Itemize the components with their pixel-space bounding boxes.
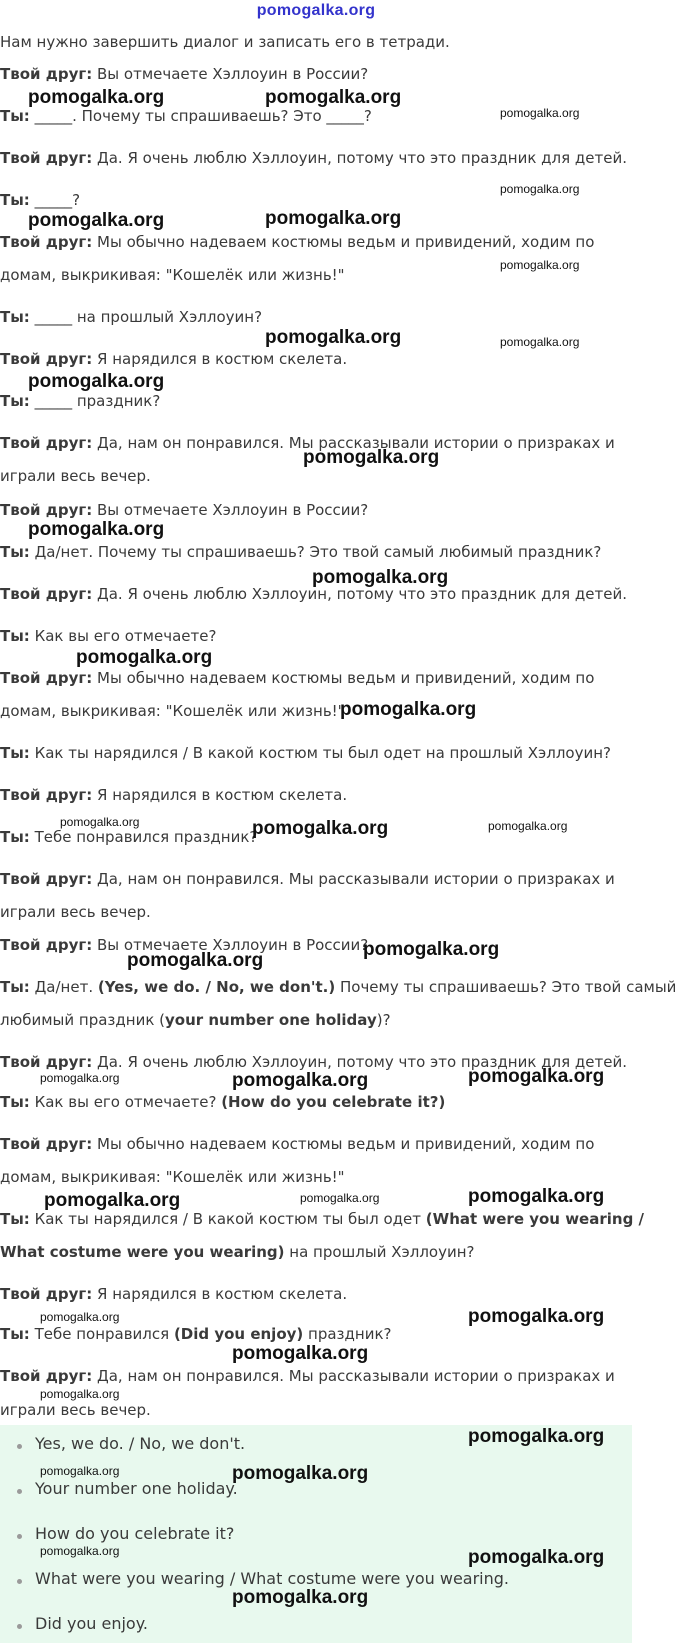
watermark: pomogalka.org	[500, 106, 580, 120]
line-text: Тебе понравился	[34, 1325, 174, 1343]
speaker-friend: Твой друг:	[0, 1053, 93, 1071]
dialog2-line-cont: домам, выкрикивая: "Кошелёк или жизнь!"	[0, 702, 345, 720]
bullet-dot	[17, 1444, 22, 1449]
dialog1-line-cont: играли весь вечер.	[0, 467, 151, 485]
line-text: Вы отмечаете Хэллоуин в России?	[97, 936, 369, 954]
watermark: pomogalka.org	[127, 950, 264, 971]
english-hint: What costume were you wearing)	[0, 1243, 285, 1261]
speaker-you: Ты:	[0, 191, 30, 209]
dialog2-line	[0, 785, 347, 805]
watermark: pomogalka.org	[303, 447, 440, 468]
dialog1-line	[0, 190, 80, 210]
speaker-friend: Твой друг:	[0, 1285, 93, 1303]
dialog2-line	[0, 668, 594, 688]
speaker-you: Ты:	[0, 1325, 30, 1343]
line-text: Мы обычно надеваем костюмы ведьм и привидений, ходим по	[97, 1135, 595, 1153]
dialog3-line	[0, 1366, 615, 1386]
english-hint: (Did you enjoy)	[173, 1325, 304, 1343]
line-text: _____?	[34, 191, 81, 209]
site-header[interactable]: pomogalka.org	[256, 2, 376, 19]
speaker-you: Ты:	[0, 308, 30, 326]
speaker-you: Ты:	[0, 543, 30, 561]
watermark: pomogalka.org	[265, 327, 402, 348]
line-text: Вы отмечаете Хэллоуин в России?	[97, 65, 369, 83]
watermark: pomogalka.org	[28, 371, 165, 392]
speaker-friend: Твой друг:	[0, 1135, 93, 1153]
watermark: pomogalka.org	[468, 1066, 605, 1087]
line-text: праздник?	[303, 1325, 392, 1343]
line-text: Да, нам он понравился. Мы рассказывали истории о призраках и	[97, 434, 615, 452]
line-text: Мы обычно надеваем костюмы ведьм и привидений, ходим по	[97, 233, 595, 251]
line-text: _____. Почему ты спрашиваешь? Это _____?	[34, 107, 372, 125]
watermark: pomogalka.org	[232, 1463, 369, 1484]
english-hint: (Yes, we do. / No, we don't.)	[97, 978, 336, 996]
dialog3-line	[0, 1284, 347, 1304]
dialog3-line	[0, 1092, 445, 1112]
watermark: pomogalka.org	[340, 699, 477, 720]
line-text: Мы обычно надеваем костюмы ведьм и привидений, ходим по	[97, 669, 595, 687]
answer-item: Your number one holiday.	[35, 1479, 238, 1498]
watermark: pomogalka.org	[488, 819, 568, 833]
speaker-friend: Твой друг:	[0, 585, 93, 603]
dialog1-line	[0, 106, 372, 126]
watermark: pomogalka.org	[232, 1587, 369, 1608]
speaker-friend: Твой друг:	[0, 870, 93, 888]
line-text: Как вы его отмечаете?	[34, 1093, 222, 1111]
english-hint: (How do you celebrate it?)	[221, 1093, 446, 1111]
dialog1-line	[0, 64, 368, 84]
watermark: pomogalka.org	[500, 182, 580, 196]
dialog2-line	[0, 542, 601, 562]
bullet-dot	[17, 1624, 22, 1629]
line-text: Да. Я очень люблю Хэллоуин, потому что это праздник для детей.	[97, 1053, 628, 1071]
watermark: pomogalka.org	[363, 939, 500, 960]
dialog3-line-cont: домам, выкрикивая: "Кошелёк или жизнь!"	[0, 1168, 345, 1186]
line-text: Как ты нарядился / В какой костюм ты был одет на прошлый Хэллоуин?	[34, 744, 611, 762]
watermark: pomogalka.org	[40, 1544, 120, 1558]
answer-item: Yes, we do. / No, we don't.	[35, 1434, 246, 1453]
intro-text: Нам нужно завершить диалог и записать его в тетради.	[0, 33, 450, 51]
watermark: pomogalka.org	[232, 1070, 369, 1091]
line-text: любимый праздник (	[0, 1011, 165, 1029]
dialog3-line-cont: играли весь вечер.	[0, 1401, 151, 1419]
watermark: pomogalka.org	[40, 1387, 120, 1401]
watermark: pomogalka.org	[60, 815, 140, 829]
dialog2-line	[0, 500, 368, 520]
dialog2-line	[0, 869, 615, 889]
bullet-dot	[17, 1489, 22, 1494]
speaker-friend: Твой друг:	[0, 669, 93, 687]
watermark: pomogalka.org	[44, 1190, 181, 1211]
watermark: pomogalka.org	[300, 1191, 380, 1205]
speaker-you: Ты:	[0, 744, 30, 762]
watermark: pomogalka.org	[468, 1186, 605, 1207]
watermark: pomogalka.org	[28, 519, 165, 540]
dialog1-line-cont: домам, выкрикивая: "Кошелёк или жизнь!"	[0, 266, 345, 284]
dialog2-line	[0, 626, 216, 646]
bullet-dot	[17, 1579, 22, 1584]
watermark: pomogalka.org	[468, 1306, 605, 1327]
speaker-friend: Твой друг:	[0, 501, 93, 519]
line-text: Да. Я очень люблю Хэллоуин, потому что это праздник для детей.	[97, 149, 628, 167]
line-text: Почему ты спрашиваешь? Это твой самый	[335, 978, 676, 996]
watermark: pomogalka.org	[500, 335, 580, 349]
answer-item: Did you enjoy.	[35, 1614, 148, 1633]
speaker-friend: Твой друг:	[0, 786, 93, 804]
line-text: Тебе понравился праздник?	[34, 828, 258, 846]
watermark: pomogalka.org	[40, 1464, 120, 1478]
dialog1-line	[0, 349, 347, 369]
dialog1-line	[0, 148, 627, 168]
speaker-you: Ты:	[0, 627, 30, 645]
line-text: Да/нет.	[34, 978, 98, 996]
line-text: Как вы его отмечаете?	[34, 627, 217, 645]
answers-panel	[0, 1425, 632, 1643]
answer-item: What were you wearing / What costume were you wearing.	[35, 1569, 509, 1588]
line-text: Да. Я очень люблю Хэллоуин, потому что это праздник для детей.	[97, 585, 628, 603]
watermark: pomogalka.org	[500, 258, 580, 272]
line-text: Вы отмечаете Хэллоуин в России?	[97, 501, 369, 519]
speaker-friend: Твой друг:	[0, 936, 93, 954]
watermark: pomogalka.org	[265, 208, 402, 229]
line-text: )?	[376, 1011, 391, 1029]
line-text: _____ на прошлый Хэллоуин?	[34, 308, 263, 326]
speaker-friend: Твой друг:	[0, 149, 93, 167]
dialog3-line-cont	[0, 1242, 474, 1262]
line-text: Я нарядился в костюм скелета.	[97, 1285, 348, 1303]
watermark: pomogalka.org	[28, 87, 165, 108]
dialog1-line	[0, 391, 160, 411]
watermark: pomogalka.org	[76, 647, 213, 668]
line-text: Да, нам он понравился. Мы рассказывали истории о призраках и	[97, 870, 615, 888]
watermark: pomogalka.org	[468, 1547, 605, 1568]
dialog1-line	[0, 232, 594, 252]
line-text: Как ты нарядился / В какой костюм ты был одет	[34, 1210, 426, 1228]
watermark: pomogalka.org	[232, 1343, 369, 1364]
english-hint: (What were you wearing /	[425, 1210, 645, 1228]
dialog3-line	[0, 977, 676, 997]
line-text: Да/нет. Почему ты спрашиваешь? Это твой самый любимый праздник?	[34, 543, 602, 561]
speaker-you: Ты:	[0, 392, 30, 410]
speaker-you: Ты:	[0, 828, 30, 846]
speaker-you: Ты:	[0, 1210, 30, 1228]
dialog3-line	[0, 1324, 391, 1344]
speaker-friend: Твой друг:	[0, 350, 93, 368]
dialog3-line	[0, 1134, 594, 1154]
line-text: на прошлый Хэллоуин?	[284, 1243, 475, 1261]
line-text: Я нарядился в костюм скелета.	[97, 786, 348, 804]
speaker-friend: Твой друг:	[0, 1367, 93, 1385]
watermark: pomogalka.org	[252, 818, 389, 839]
speaker-you: Ты:	[0, 107, 30, 125]
bullet-dot	[17, 1534, 22, 1539]
answer-item: How do you celebrate it?	[35, 1524, 235, 1543]
line-text: Я нарядился в костюм скелета.	[97, 350, 348, 368]
dialog2-line	[0, 743, 611, 763]
line-text: Да, нам он понравился. Мы рассказывали истории о призраках и	[97, 1367, 615, 1385]
watermark: pomogalka.org	[312, 567, 449, 588]
line-text: _____ праздник?	[34, 392, 161, 410]
speaker-friend: Твой друг:	[0, 233, 93, 251]
watermark: pomogalka.org	[468, 1426, 605, 1447]
speaker-friend: Твой друг:	[0, 434, 93, 452]
watermark: pomogalka.org	[28, 210, 165, 231]
dialog3-line	[0, 1209, 644, 1229]
dialog3-line-cont	[0, 1010, 391, 1030]
speaker-you: Ты:	[0, 1093, 30, 1111]
dialog2-line-cont: играли весь вечер.	[0, 903, 151, 921]
dialog2-line	[0, 827, 257, 847]
watermark: pomogalka.org	[40, 1310, 120, 1324]
dialog1-line	[0, 307, 262, 327]
english-hint: your number one holiday	[165, 1011, 377, 1029]
speaker-friend: Твой друг:	[0, 65, 93, 83]
speaker-you: Ты:	[0, 978, 30, 996]
watermark: pomogalka.org	[265, 87, 402, 108]
watermark: pomogalka.org	[40, 1071, 120, 1085]
